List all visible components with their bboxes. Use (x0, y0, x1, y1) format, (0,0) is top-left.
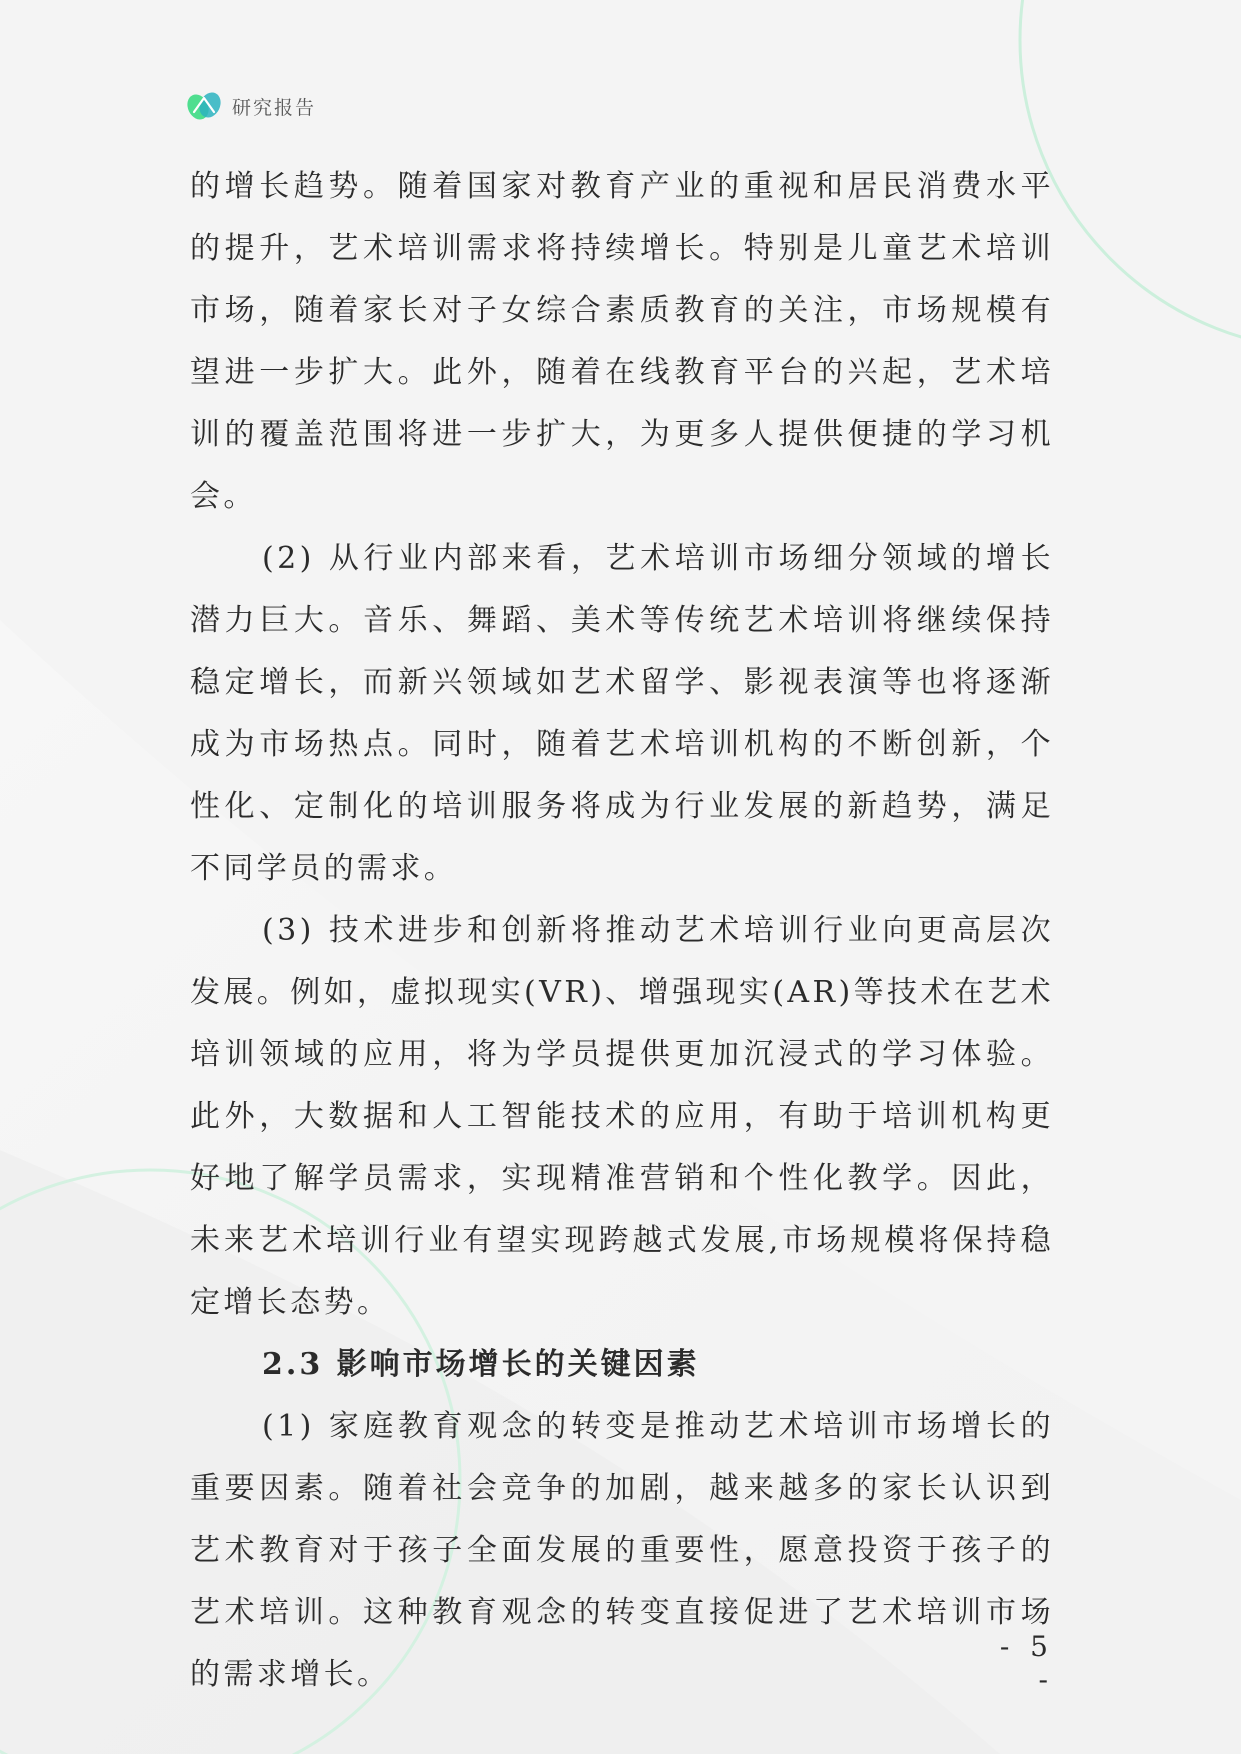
header-title: 研究报告 (232, 96, 317, 119)
report-header (186, 88, 316, 124)
section-heading: 2.3 影响市场增长的关键因素 (262, 1347, 700, 1382)
document-body (190, 156, 1054, 1706)
brand-logo-icon (186, 90, 222, 122)
paragraph-section-point-1: (1) 家庭教育观念的转变是推动艺术培训市场增长的重要因素。随着社会竞争的加剧，越来越多的家长认识到艺术教育对于孩子全面发展的重要性，愿意投资于孩子的艺术培训。这种教育观念的转变直接促进了艺术培训市场的需求增长。 (190, 1409, 1054, 1692)
paragraph-continued: 的增长趋势。随着国家对教育产业的重视和居民消费水平的提升，艺术培训需求将持续增长。特别是儿童艺术培训市场，随着家长对子女综合素质教育的关注，市场规模有望进一步扩大。此外，随着在线教育平台的兴起，艺术培训的覆盖范围将进一步扩大，为更多人提供便捷的学习机会。 (190, 169, 1054, 514)
paragraph-point-3: (3) 技术进步和创新将推动艺术培训行业向更高层次发展。例如，虚拟现实(VR)、增强现实(AR)等技术在艺术培训领域的应用，将为学员提供更加沉浸式的学习体验。此外，大数据和人工智能技术的应用，有助于培训机构更好地了解学员需求，实现精准营销和个性化教学。因此，未来艺术培训行业有望实现跨越式发展,市场规模将保持稳定增长态势。 (190, 913, 1054, 1320)
page-number: - 5 - (999, 1630, 1054, 1696)
paragraph-point-2: (2) 从行业内部来看，艺术培训市场细分领域的增长潜力巨大。音乐、舞蹈、美术等传统艺术培训将继续保持稳定增长，而新兴领域如艺术留学、影视表演等也将逐渐成为市场热点。同时，随着艺术培训机构的不断创新，个性化、定制化的培训服务将成为行业发展的新趋势，满足不同学员的需求。 (190, 541, 1054, 886)
